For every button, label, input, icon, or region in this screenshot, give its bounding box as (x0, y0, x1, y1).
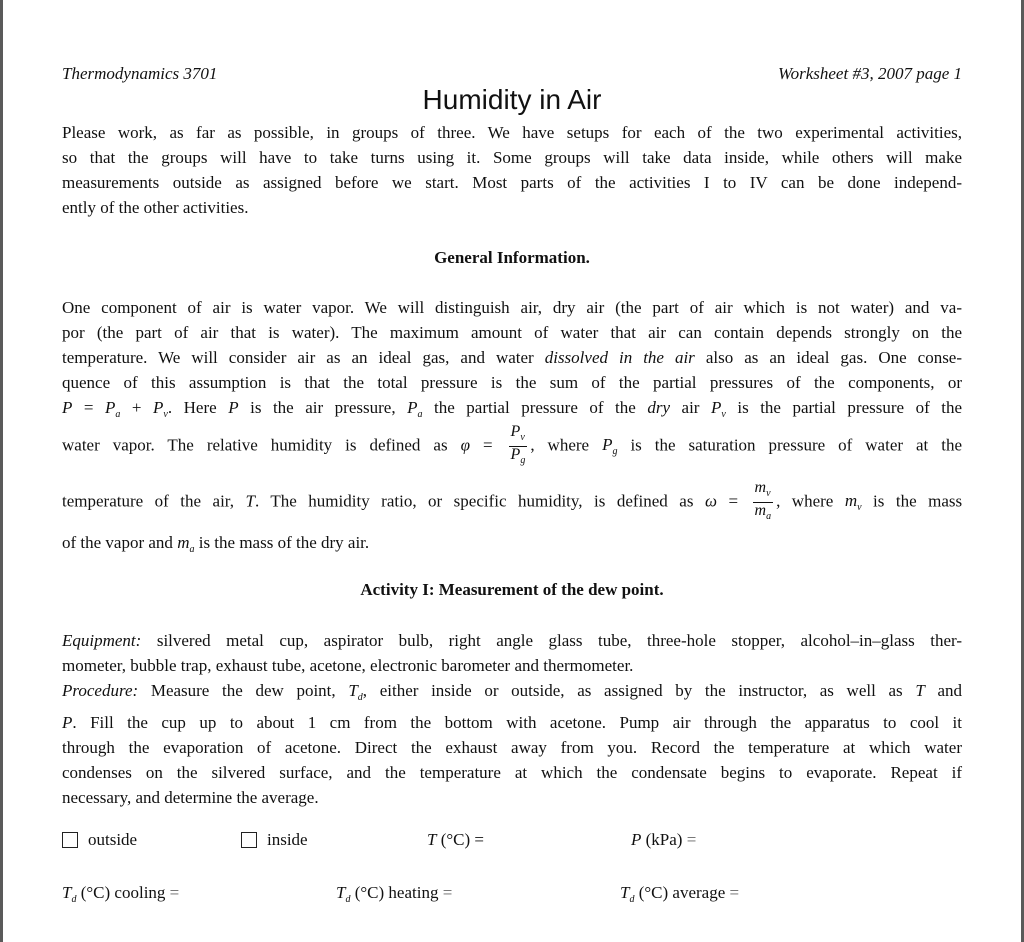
activity1-paragraph (62, 628, 962, 810)
worksheet-page (3, 0, 1021, 942)
td-heating-field[interactable]: $T_d$ (°C) heating = (336, 883, 453, 905)
pressure-field[interactable]: P (kPa) = (631, 830, 697, 849)
general-line: quence of this assumption is that the total pressure is the sum of the partial pressures of the components, or (62, 373, 962, 392)
general-line: One component of air is water vapor. We will distinguish air, dry air (the part of air which is not water) and va- (62, 298, 962, 317)
general-line-equation: $P = P_a + P_v$. Here P is the air pressure, $P_a$ the partial pressure of the dry air $P_v$ is the partial pressure of the (62, 398, 963, 420)
intro-line: ently of the other activities. (62, 198, 249, 217)
intro-paragraph (62, 120, 962, 220)
procedure-line: P. Fill the cup up to about 1 cm from the bottom with acetone. Pump air through the apparatus to cool it (62, 713, 962, 732)
intro-line: Please work, as far as possible, in groups of three. We have setups for each of the two experimental activities, (62, 123, 962, 142)
td-cooling-field[interactable]: $T_d$ (°C) cooling = (62, 883, 180, 905)
intro-line: so that the groups will have to take turns using it. Some groups will take data inside, while others will make (62, 148, 962, 167)
omega-fraction: $\frac{m_v}{m_a}$ (754, 479, 772, 522)
course-header: Thermodynamics 3701 (62, 64, 218, 83)
procedure-line: necessary, and determine the average. (62, 788, 319, 807)
humidity-ratio-line: temperature of the air, T. The humidity ratio, or specific humidity, is defined as ω = $\frac{m_v}{m_a}$ , where $m_v$ is the mass (62, 480, 962, 528)
activity1-heading: Activity I: Measurement of the dew point. (360, 580, 664, 599)
general-line: por (the part of air that is water). The maximum amount of water that air can contain depends strongly on the (62, 323, 962, 342)
procedure-line: Procedure: Measure the dew point, $T_d$, either inside or outside, as assigned by the instructor, as well as T and (62, 681, 963, 703)
inside-option[interactable]: inside (241, 830, 308, 850)
outside-checkbox[interactable] (62, 832, 78, 848)
page-title: Humidity in Air (422, 84, 602, 115)
equipment-line: Equipment: silvered metal cup, aspirator bulb, right angle glass tube, three-hole stopper, alcohol–in–glass ther- (62, 631, 963, 650)
worksheet-header: Worksheet #3, 2007 page 1 (778, 64, 962, 83)
general-last-line: of the vapor and $m_a$ is the mass of the dry air. (62, 533, 370, 555)
relative-humidity-line: water vapor. The relative humidity is defined as φ = $\frac{P_v}{P_g}$ , where $P_g$ is the saturation pressure of water at the (62, 424, 962, 472)
general-info-paragraph (62, 295, 962, 427)
equipment-line: mometer, bubble trap, exhaust tube, acetone, electronic barometer and thermometer. (62, 656, 634, 675)
temperature-field[interactable]: T (°C) = (427, 830, 485, 849)
procedure-line: condenses on the silvered surface, and the temperature at which the condensate begins to evaporate. Repeat if (62, 763, 962, 782)
general-line: temperature. We will consider air as an ideal gas, and water dissolved in the air also as an ideal gas. One conse- (62, 348, 963, 367)
general-info-heading: General Information. (434, 248, 590, 267)
phi-fraction: $\frac{P_v}{P_g}$ (510, 423, 526, 466)
inside-checkbox[interactable] (241, 832, 257, 848)
intro-line: measurements outside as assigned before we start. Most parts of the activities I to IV can be done independ- (62, 173, 962, 192)
td-average-field[interactable]: $T_d$ (°C) average = (620, 883, 740, 905)
procedure-line: through the evaporation of acetone. Direct the exhaust away from you. Record the temperature at which water (62, 738, 962, 757)
outside-option[interactable]: outside (62, 830, 137, 850)
